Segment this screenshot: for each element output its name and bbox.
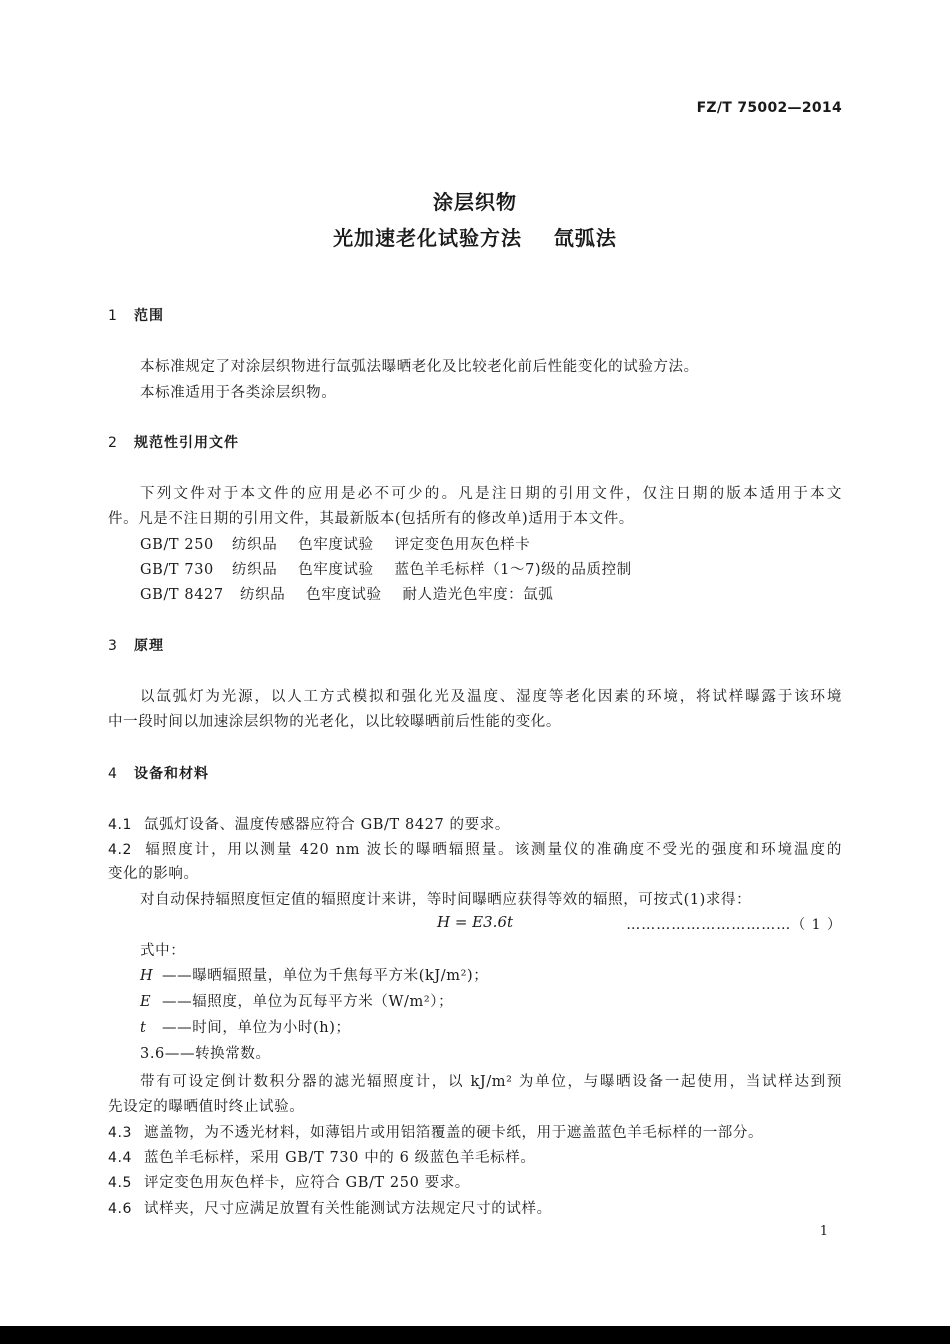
variable-definition xyxy=(140,990,453,1011)
document-title-line2: 光加速老化试验方法 氙弧法 xyxy=(333,226,617,250)
variable-description: ——转换常数。 xyxy=(164,1046,271,1062)
formula-number: ……………………………（ 1 ） xyxy=(626,917,842,933)
reference-title: 纺织品 色牢度试验 评定变色用灰色样卡 xyxy=(232,537,531,553)
paragraph-line: 以氙弧灯为光源，以人工方式模拟和强化光及温度、湿度等老化因素的环境，将试样曝露于该环境 xyxy=(140,689,842,705)
clause-number: 4.3 xyxy=(108,1125,133,1141)
section-title: 规范性引用文件 xyxy=(134,435,239,451)
variable-definition xyxy=(140,1042,271,1063)
clause-number: 4.1 xyxy=(108,817,133,833)
clause-4-3 xyxy=(108,1121,763,1142)
clause-text: 试样夹，尺寸应满足放置有关性能测试方法规定尺寸的试样。 xyxy=(144,1201,552,1217)
clause-text: 蓝色羊毛标样，采用 GB/T 730 中的 6 级蓝色羊毛标样。 xyxy=(144,1150,536,1166)
paragraph-line: 件。凡是不注日期的引用文件，其最新版本(包括所有的修改单)适用于本文件。 xyxy=(108,511,634,527)
section-number: 1 xyxy=(108,308,118,324)
paragraph-line: 对自动保持辐照度恒定值的辐照度计来讲，等时间曝晒应获得等效的辐照，可按式(1)求得： xyxy=(140,892,752,908)
normative-reference xyxy=(140,558,632,579)
paragraph-line: 变化的影响。 xyxy=(108,866,199,882)
section-3-heading xyxy=(108,635,164,655)
variable-symbol: H xyxy=(140,968,154,984)
variable-definition xyxy=(140,964,488,985)
section-title: 设备和材料 xyxy=(134,766,209,782)
where-label: 式中： xyxy=(140,943,186,959)
clause-4-1 xyxy=(108,813,510,834)
clause-text: 辐照度计，用以测量 420 nm 波长的曝晒辐照量。该测量仪的准确度不受光的强度和环境温度的 xyxy=(144,842,842,858)
variable-symbol: t xyxy=(140,1020,147,1036)
reference-code: GB/T 250 xyxy=(140,537,214,553)
clause-text: 评定变色用灰色样卡，应符合 GB/T 250 要求。 xyxy=(144,1175,470,1191)
reference-title: 纺织品 色牢度试验 蓝色羊毛标样（1～7)级的品质控制 xyxy=(232,562,632,578)
clause-4-4 xyxy=(108,1146,535,1167)
bottom-edge-bar xyxy=(0,1326,950,1344)
section-1-heading xyxy=(108,305,164,325)
variable-description: ——曝晒辐照量，单位为千焦每平方米(kJ/m²)； xyxy=(162,968,489,984)
variable-symbol: 3.6 xyxy=(140,1046,165,1062)
clause-4-5 xyxy=(108,1171,470,1192)
paragraph-line: 中一段时间以加速涂层织物的光老化，以比较曝晒前后性能的变化。 xyxy=(108,714,561,730)
paragraph-line: 下列文件对于本文件的应用是必不可少的。凡是注日期的引用文件，仅注日期的版本适用于本文 xyxy=(140,486,842,502)
variable-symbol: E xyxy=(140,994,152,1010)
paragraph: 本标准规定了对涂层织物进行氙弧法曝晒老化及比较老化前后性能变化的试验方法。 xyxy=(140,359,699,375)
section-number: 3 xyxy=(108,638,118,654)
reference-code: GB/T 730 xyxy=(140,562,214,578)
reference-title: 纺织品 色牢度试验 耐人造光色牢度：氙弧 xyxy=(240,587,554,603)
clause-text: 氙弧灯设备、温度传感器应符合 GB/T 8427 的要求。 xyxy=(144,817,510,833)
paragraph: 本标准适用于各类涂层织物。 xyxy=(140,385,337,401)
reference-code: GB/T 8427 xyxy=(140,587,224,603)
section-title: 原理 xyxy=(134,638,164,654)
clause-number: 4.5 xyxy=(108,1175,133,1191)
standard-code: FZ/T 75002—2014 xyxy=(696,100,842,116)
section-number: 2 xyxy=(108,435,118,451)
section-number: 4 xyxy=(108,766,118,782)
normative-reference xyxy=(140,583,553,604)
clause-4-6 xyxy=(108,1197,552,1218)
clause-4-2 xyxy=(108,838,842,859)
paragraph-line: 带有可设定倒计数积分器的滤光辐照度计，以 kJ/m² 为单位，与曝晒设备一起使用，当试样达到预 xyxy=(140,1074,842,1090)
section-title: 范围 xyxy=(134,308,164,324)
formula: H = E3.6t xyxy=(437,913,514,931)
normative-reference xyxy=(140,533,530,554)
document-title-line1: 涂层织物 xyxy=(433,190,517,214)
variable-description: ——时间，单位为小时(h)； xyxy=(162,1020,351,1036)
clause-number: 4.6 xyxy=(108,1201,133,1217)
variable-description: ——辐照度，单位为瓦每平方米（W/m²）； xyxy=(162,994,454,1010)
clause-text: 遮盖物，为不透光材料，如薄铝片或用铝箔覆盖的硬卡纸，用于遮盖蓝色羊毛标样的一部分。 xyxy=(144,1125,764,1141)
variable-definition xyxy=(140,1016,351,1037)
clause-number: 4.4 xyxy=(108,1150,133,1166)
section-2-heading xyxy=(108,432,239,452)
clause-number: 4.2 xyxy=(108,842,133,858)
page-number: 1 xyxy=(819,1224,828,1239)
section-4-heading xyxy=(108,763,209,783)
paragraph-line: 先设定的曝晒值时终止试验。 xyxy=(108,1099,305,1115)
